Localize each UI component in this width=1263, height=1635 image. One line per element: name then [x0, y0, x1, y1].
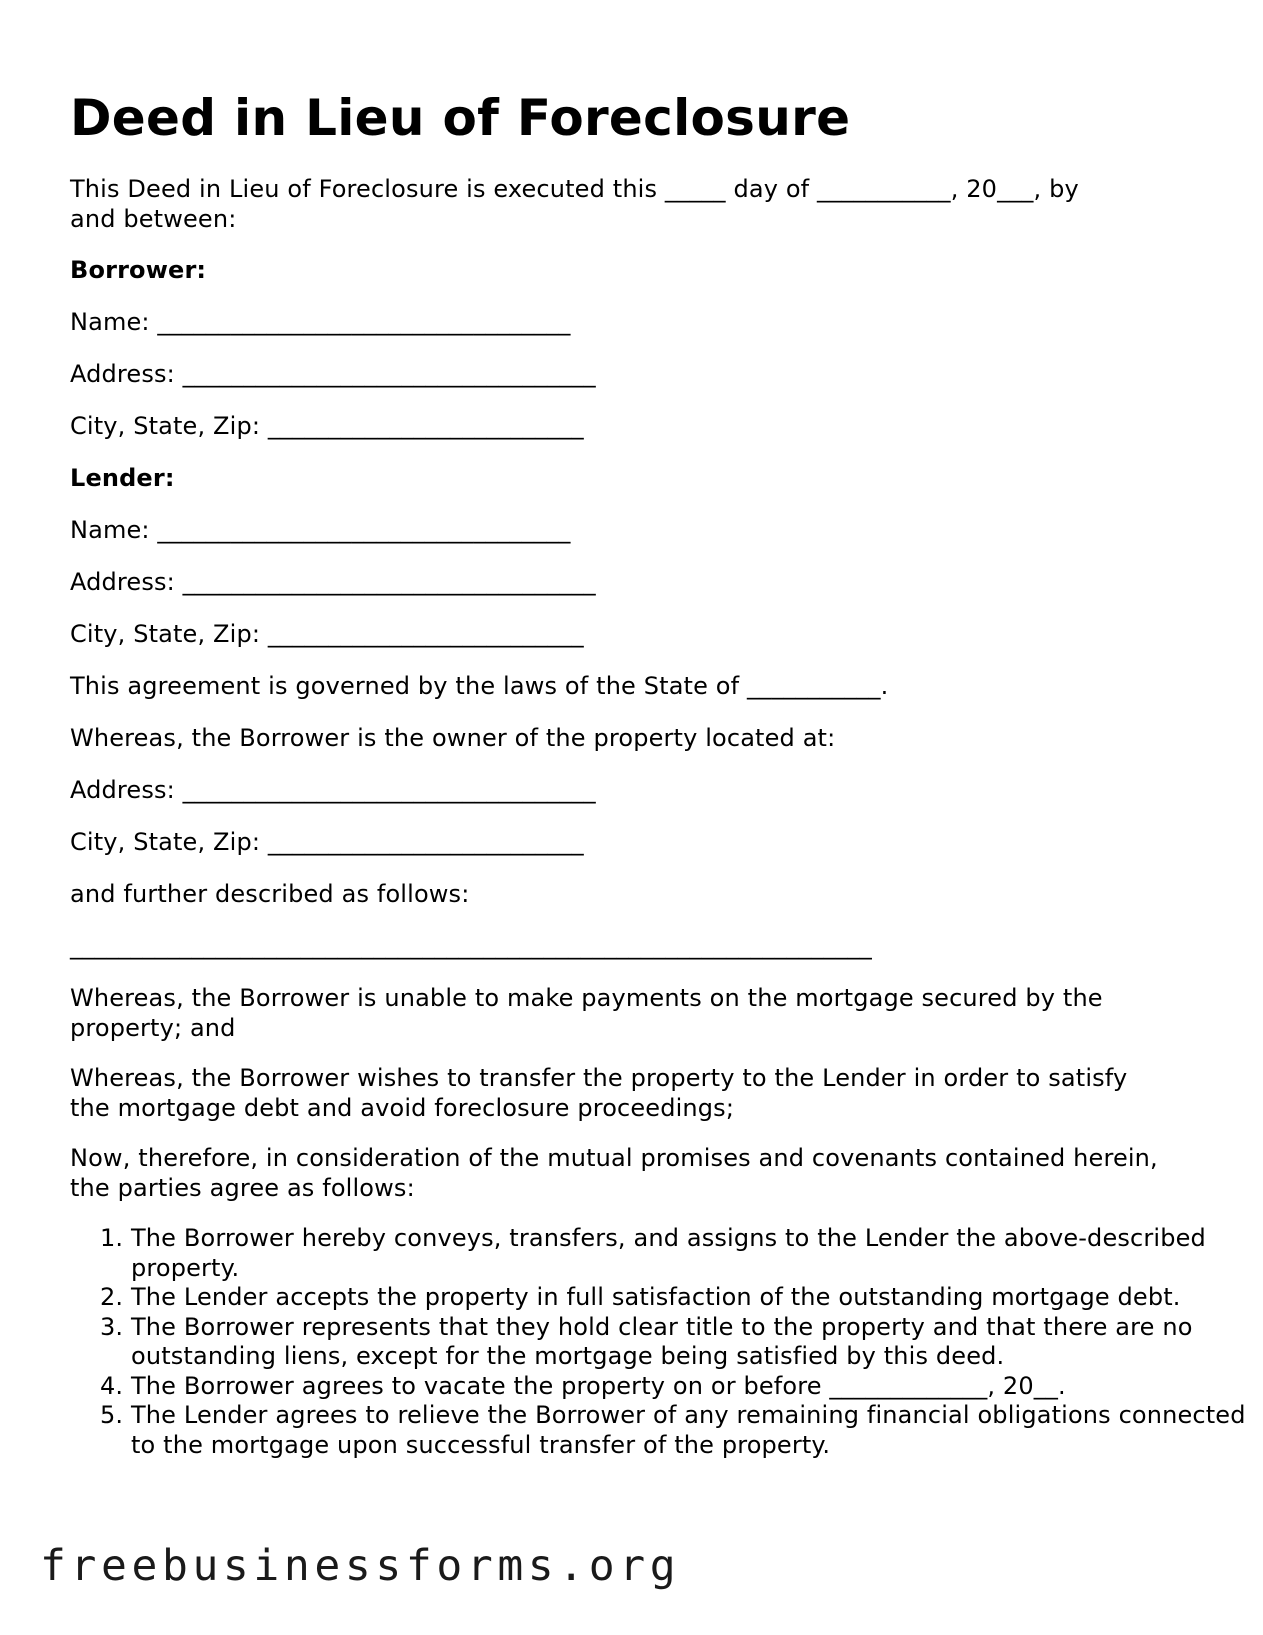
borrower-heading: Borrower:: [70, 256, 207, 284]
lender-name-field: Name: __________________________________: [70, 516, 571, 544]
lender-city-state-zip-field: City, State, Zip: __________________________: [70, 620, 584, 648]
term-item: 3. The Borrower represents that they hold clear title to the property and that there are no outstanding liens, except for the mortgage being satisfied by this deed.: [131, 1313, 1251, 1372]
lender-heading: Lender:: [70, 464, 175, 492]
site-watermark: freebusinessforms.org: [40, 1541, 681, 1591]
description-label: and further described as follows:: [70, 880, 470, 908]
term-item: 4. The Borrower agrees to vacate the property on or before _____________, 20__.: [131, 1372, 1251, 1402]
whereas-transfer-paragraph: Whereas, the Borrower wishes to transfer the property to the Lender in order to satisfy the mortgage debt and avoid foreclosure proceedings;: [70, 1064, 1136, 1122]
term-item: 2. The Lender accepts the property in full satisfaction of the outstanding mortgage debt.: [131, 1283, 1251, 1313]
document-title: Deed in Lieu of Foreclosure: [70, 89, 851, 147]
borrower-address-field: Address: __________________________________: [70, 360, 596, 388]
borrower-city-state-zip-field: City, State, Zip: __________________________: [70, 412, 584, 440]
property-intro-paragraph: Whereas, the Borrower is the owner of the property located at:: [70, 724, 836, 752]
intro-paragraph: This Deed in Lieu of Foreclosure is executed this _____ day of ___________, 20___, by and between:: [70, 175, 1087, 233]
borrower-name-field: Name: __________________________________: [70, 308, 571, 336]
property-city-state-zip-field: City, State, Zip: __________________________: [70, 828, 584, 856]
description-blank-line: __________________________________________________________________: [70, 932, 872, 960]
terms-list: [70, 1224, 1251, 1460]
term-item: 5. The Lender agrees to relieve the Borrower of any remaining financial obligations connected to the mortgage upon successful transfer of the property.: [131, 1401, 1251, 1460]
property-address-field: Address: __________________________________: [70, 776, 596, 804]
term-item: 1. The Borrower hereby conveys, transfers, and assigns to the Lender the above-described property.: [131, 1224, 1251, 1283]
now-therefore-paragraph: Now, therefore, in consideration of the mutual promises and covenants contained herein, the parties agree as follows:: [70, 1144, 1166, 1202]
lender-address-field: Address: __________________________________: [70, 568, 596, 596]
whereas-unable-to-pay-paragraph: Whereas, the Borrower is unable to make payments on the mortgage secured by the property; and: [70, 984, 1111, 1042]
governing-law-paragraph: This agreement is governed by the laws of the State of ___________.: [70, 672, 889, 700]
